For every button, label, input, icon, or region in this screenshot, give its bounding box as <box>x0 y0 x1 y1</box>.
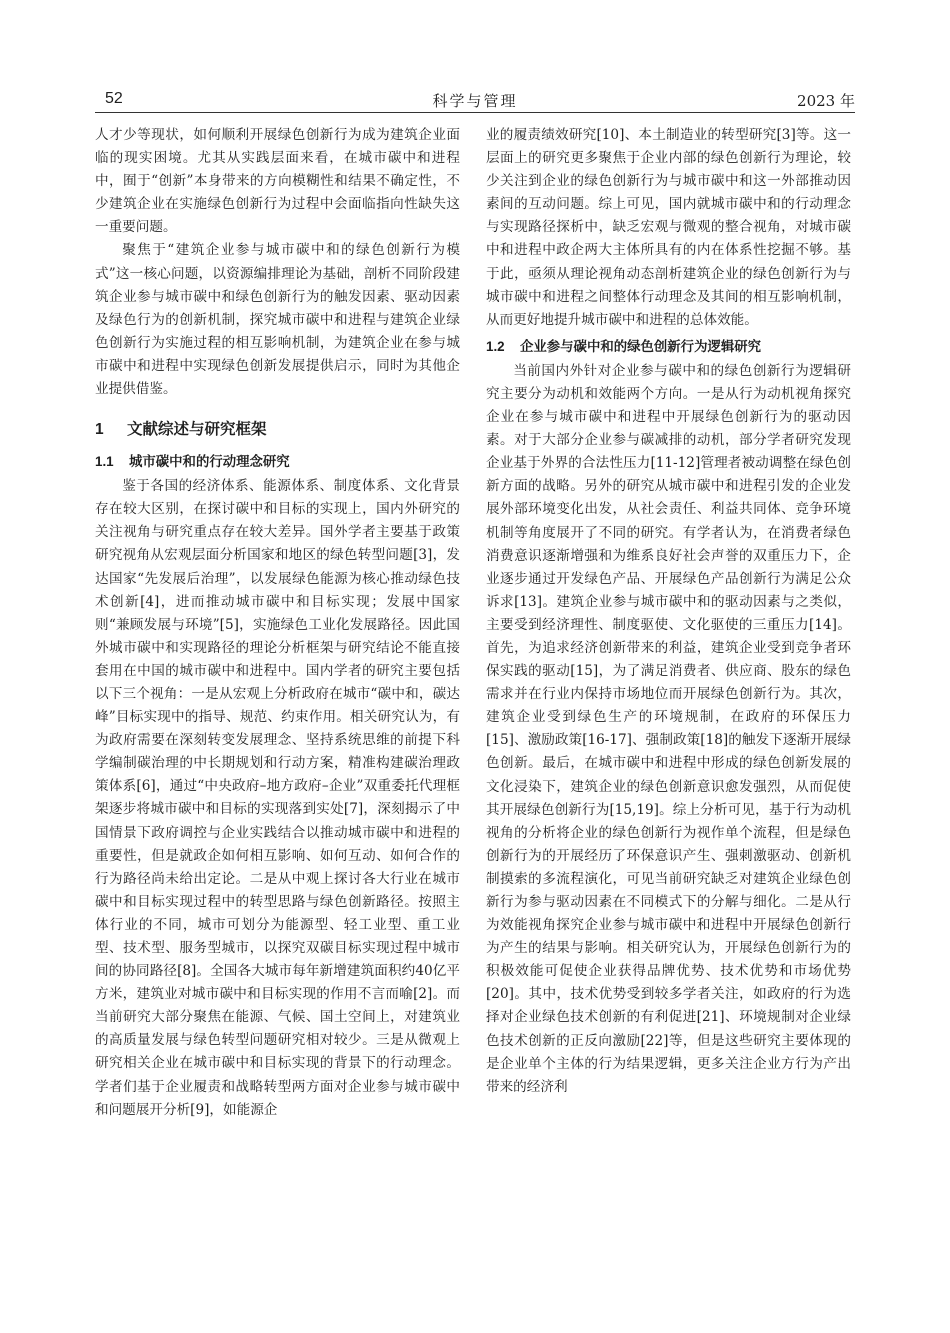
section-heading <box>95 418 460 442</box>
subsection-heading <box>95 451 460 473</box>
issue-year: 2023 年 <box>797 92 855 110</box>
paragraph: 当前国内外针对企业参与碳中和的绿色创新行为逻辑研究主要分为动机和效能两个方向。一是从行为动机视角探究企业在参与城市碳中和进程中开展绿色创新行为的驱动因素。对于大部分企业参与碳减排的动机，部分学者研究发现企业基于外界的合法性压力[11-12]管理者被动调整在绿色创新方面的战略。另外的研究从城市碳中和进程引发的企业发展外部环境变化出发，从社会责任、利益共同体、竞争环境机制等角度展开了不同的研究。有学者认为，在消费者绿色消费意识逐渐增强和为维系良好社会声誉的双重压力下，企业逐步通过开发绿色产品、开展绿色产品创新行为满足公众诉求[13]。建筑企业参与城市碳中和的驱动因素与之类似，主要受到经济理性、制度驱使、文化驱使的三重压力[14]。首先，为追求经济创新带来的利益，建筑企业受到竞争者环保实践的驱动[15]，为了满足消费者、供应商、股东的绿色需求并在行业内保持市场地位而开展绿色创新行为。其次，建筑企业受到绿色生产的环境规制，在政府的环保压力[15]、激励政策[16-17]、强制政策[18]的触发下逐渐开展绿色创新。最后，在城市碳中和进程中形成的绿色创新发展的文化浸染下，建筑企业的绿色创新意识愈发强烈，从而促使其开展绿色创新行为[15,19]。综上分析可见，基于行为动机视角的分析将企业的绿色创新行为视作单个流程，但是绿色创新行为的开展经历了环保意识产生、强刺激驱动、创新机制摸索的多流程演化，可见当前研究缺乏对建筑企业绿色创新行为参与驱动因素在不同模式下的分解与细化。二是从行为效能视角探究企业参与城市碳中和进程中开展绿色创新行为产生的结果与影响。相关研究认为，开展绿色创新行为的积极效能可促使企业获得品牌优势、技术优势和市场优势[20]。其中，技术优势受到较多学者关注，如政府的行为选择对企业绿色技术创新的有利促进[21]、环境规制对企业绿色技术创新的正反向激励[22]等，但是这些研究主要体现的是企业单个主体的行为结果逻辑，更多关注企业方行为产出带来的经济利 <box>486 362 851 1095</box>
paragraph: 人才少等现状，如何顺利开展绿色创新行为成为建筑企业面临的现实困境。尤其从实践层面来看，在城市碳中和进程中，囿于“创新”本身带来的方向模糊性和结果不确定性，不少建筑企业在实施绿色创新行为过程中会面临指向性缺失这一重要问题。 <box>95 127 460 236</box>
subsection-title: 企业参与碳中和的绿色创新行为逻辑研究 <box>520 338 762 354</box>
section-title: 文献综述与研究框架 <box>127 421 267 439</box>
subsection-number: 1.1 <box>95 454 114 470</box>
header-rule <box>95 112 855 113</box>
subsection-title: 城市碳中和的行动理念研究 <box>129 454 290 470</box>
journal-title: 科学与管理 <box>432 92 518 110</box>
page-number: 52 <box>105 90 123 107</box>
paragraph: 鉴于各国的经济体系、能源体系、制度体系、文化背景存在较大区别，在探讨碳中和目标的实现上，国内外研究的关注视角与研究重点存在较大差异。国外学者主要基于政策研究视角从宏观层面分析国家和地区的绿色转型问题[3]，发达国家“先发展后治理”，以发展绿色能源为核心推动绿色技术创新[4]，进而推动城市碳中和目标实现；发展中国家则“兼顾发展与环境”[5]，实施绿色工业化发展路径。因此国外城市碳中和实现路径的理论分析框架与研究结论不能直接套用在中国的城市碳中和进程中。国内学者的研究主要包括以下三个视角：一是从宏观上分析政府在城市“碳中和，碳达峰”目标实现中的指导、规范、约束作用。相关研究认为，有为政府需要在深刻转变发展理念、坚持系统思维的前提下科学编制碳治理的中长期规划和行动方案，精准构建碳治理政策体系[6]，通过“中央政府–地方政府–企业”双重委托代理框架逐步将城市碳中和目标的实现落到实处[7]，深刻揭示了中国情景下政府调控与企业实践结合以推动城市碳中和进程的重要性，但是就政企如何相互影响、如何互动、如何合作的行为路径尚未给出定论。二是从中观上探讨各大行业在城市碳中和目标实现过程中的转型思路与绿色创新路径。按照主体行业的不同，城市可划分为能源型、轻工业型、重工业型、技术型、服务型城市，以探究双碳目标实现过程中城市间的协同路径[8]。全国各大城市每年新增建筑面积约40亿平方米，建筑业对城市碳中和目标实现的作用不言而喻[2]。而当前研究大部分聚焦在能源、气候、国土空间上，对建筑业的高质量发展与绿色转型问题研究相对较少。三是从微观上研究相关企业在城市碳中和目标实现的背景下的行动理念。学者们基于企业履责和战略转型两方面对企业参与城市碳中和问题展开分析[9]，如能源企 <box>95 478 460 1118</box>
paragraph: 聚焦于“建筑企业参与城市碳中和的绿色创新行为模式”这一核心问题，以资源编排理论为基础，剖析不同阶段建筑企业参与城市碳中和绿色创新行为的触发因素、驱动因素及绿色行为的创新机制，探究城市碳中和进程与建筑企业绿色创新行为实施过程的相互影响机制，为建筑企业在参与城市碳中和进程中实现绿色创新发展提供启示，同时为其他企业提供借鉴。 <box>95 242 460 398</box>
right-column <box>486 124 851 1099</box>
subsection-number: 1.2 <box>486 338 505 354</box>
section-number: 1 <box>95 421 104 439</box>
left-column <box>95 124 460 1122</box>
paragraph: 业的履责绩效研究[10]、本土制造业的转型研究[3]等。这一层面上的研究更多聚焦于企业内部的绿色创新行为理论，较少关注到企业的绿色创新行为与城市碳中和这一外部推动因素间的互动问题。综上可见，国内就城市碳中和的行动理念与实现路径探析中，缺乏宏观与微观的整合视角，对城市碳中和进程中政企两大主体所具有的内在体系性挖掘不够。基于此，亟须从理论视角动态剖析建筑企业的绿色创新行为与城市碳中和进程之间整体行动理念及其间的相互影响机制，从而更好地提升城市碳中和进程的总体效能。 <box>486 127 851 328</box>
subsection-heading <box>486 336 851 358</box>
running-header <box>95 88 855 112</box>
